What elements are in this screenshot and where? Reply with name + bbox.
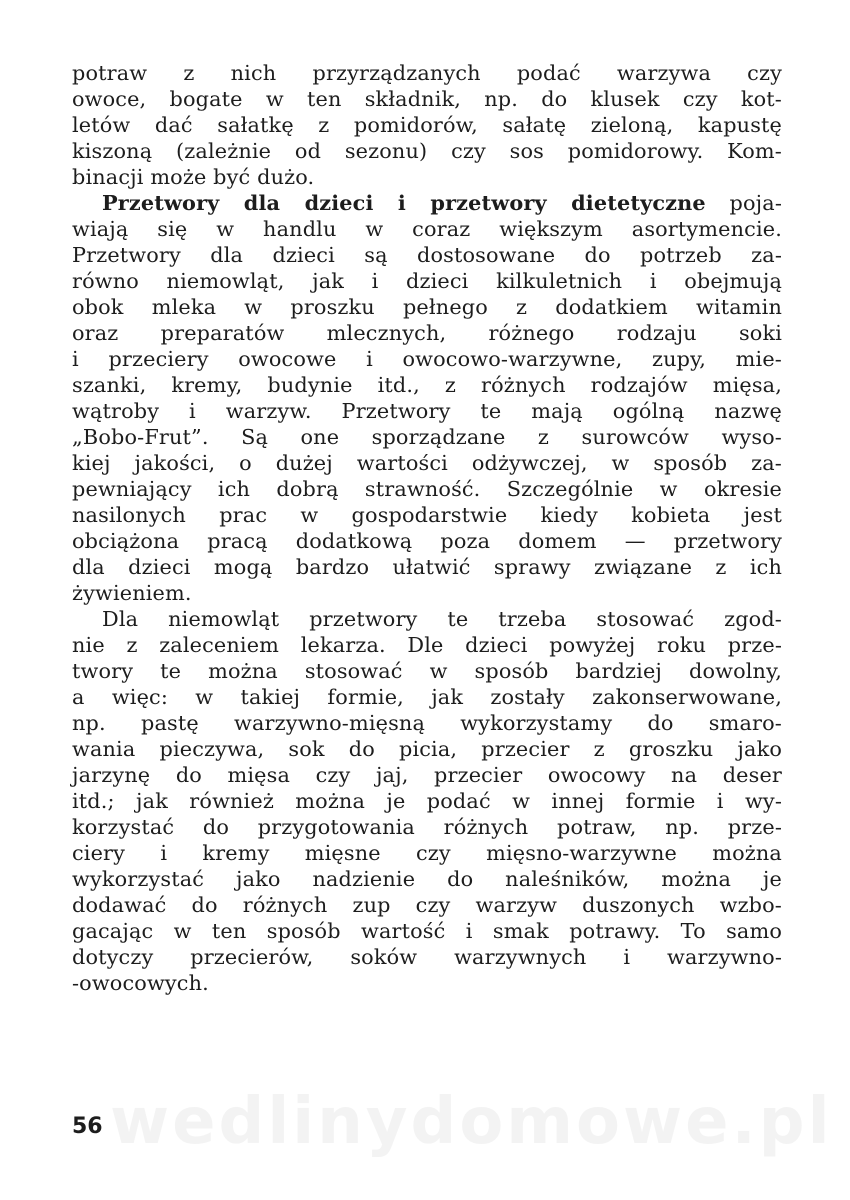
- text-fragment: poja-: [705, 191, 782, 215]
- watermark: wedlinydomowe.pl: [110, 1085, 833, 1159]
- text-line: ciery i kremy mięsne czy mięsno-warzywne można: [72, 841, 782, 865]
- text-line: żywieniem.: [72, 581, 192, 605]
- text-line: jarzynę do mięsa czy jaj, przecier owocowy na deser: [72, 763, 782, 787]
- text-line: Przetwory dla dzieci są dostosowane do potrzeb za-: [72, 243, 782, 267]
- text-line: „Bobo-Frut”. Są one sporządzane z surowców wyso-: [72, 425, 782, 449]
- text-line: itd.; jak również można je podać w innej formie i wy-: [72, 789, 782, 813]
- text-line: dotyczy przecierów, soków warzywnych i warzywno-: [72, 945, 782, 969]
- paragraph-first-line: [72, 190, 782, 216]
- text-line: wiają się w handlu w coraz większym asortymencie.: [72, 217, 782, 241]
- text-line: obciążona pracą dodatkową poza domem — przetwory: [72, 529, 782, 553]
- page-number: 56: [72, 1114, 103, 1139]
- text-line: binacji może być dużo.: [72, 165, 315, 189]
- text-line: dodawać do różnych zup czy warzyw duszonych wzbo-: [72, 893, 782, 917]
- text-line: -owocowych.: [72, 971, 209, 995]
- text-line: owoce, bogate w ten składnik, np. do klusek czy kot-: [72, 87, 782, 111]
- bold-lead-phrase: Przetwory dla dzieci i przetwory dietetyczne: [102, 190, 706, 215]
- text-line: kiej jakości, o dużej wartości odżywczej, w sposób za-: [72, 451, 782, 475]
- text-line: obok mleka w proszku pełnego z dodatkiem witamin: [72, 295, 782, 319]
- text-line: wątroby i warzyw. Przetwory te mają ogólną nazwę: [72, 399, 782, 423]
- text-line: oraz preparatów mlecznych, różnego rodzaju soki: [72, 321, 782, 345]
- text-line: Dla niemowląt przetwory te trzeba stosować zgod-: [102, 607, 782, 631]
- text-line: letów dać sałatkę z pomidorów, sałatę zieloną, kapustę: [72, 113, 782, 137]
- text-line: twory te można stosować w sposób bardziej dowolny,: [72, 659, 782, 683]
- text-line: wania pieczywa, sok do picia, przecier z groszku jako: [72, 737, 782, 761]
- text-line: i przeciery owocowe i owocowo-warzywne, zupy, mie-: [72, 347, 782, 371]
- text-line: nie z zaleceniem lekarza. Dle dzieci powyżej roku prze-: [72, 633, 782, 657]
- text-line: potraw z nich przyrządzanych podać warzywa czy: [72, 61, 782, 85]
- text-line: korzystać do przygotowania różnych potraw, np. prze-: [72, 815, 782, 839]
- text-line: a więc: w takiej formie, jak zostały zakonserwowane,: [72, 685, 782, 709]
- text-line: szanki, kremy, budynie itd., z różnych rodzajów mięsa,: [72, 373, 782, 397]
- body-text: [72, 60, 782, 996]
- text-line: równo niemowląt, jak i dzieci kilkuletnich i obejmują: [72, 269, 782, 293]
- text-line: kiszoną (zależnie od sezonu) czy sos pomidorowy. Kom-: [72, 139, 782, 163]
- text-line: wykorzystać jako nadzienie do naleśników, można je: [72, 867, 782, 891]
- text-line: gacając w ten sposób wartość i smak potrawy. To samo: [72, 919, 782, 943]
- text-line: dla dzieci mogą bardzo ułatwić sprawy związane z ich: [72, 555, 782, 579]
- text-line: np. pastę warzywno-mięsną wykorzystamy do smaro-: [72, 711, 782, 735]
- text-line: pewniający ich dobrą strawność. Szczególnie w okresie: [72, 477, 782, 501]
- text-line: nasilonych prac w gospodarstwie kiedy kobieta jest: [72, 503, 782, 527]
